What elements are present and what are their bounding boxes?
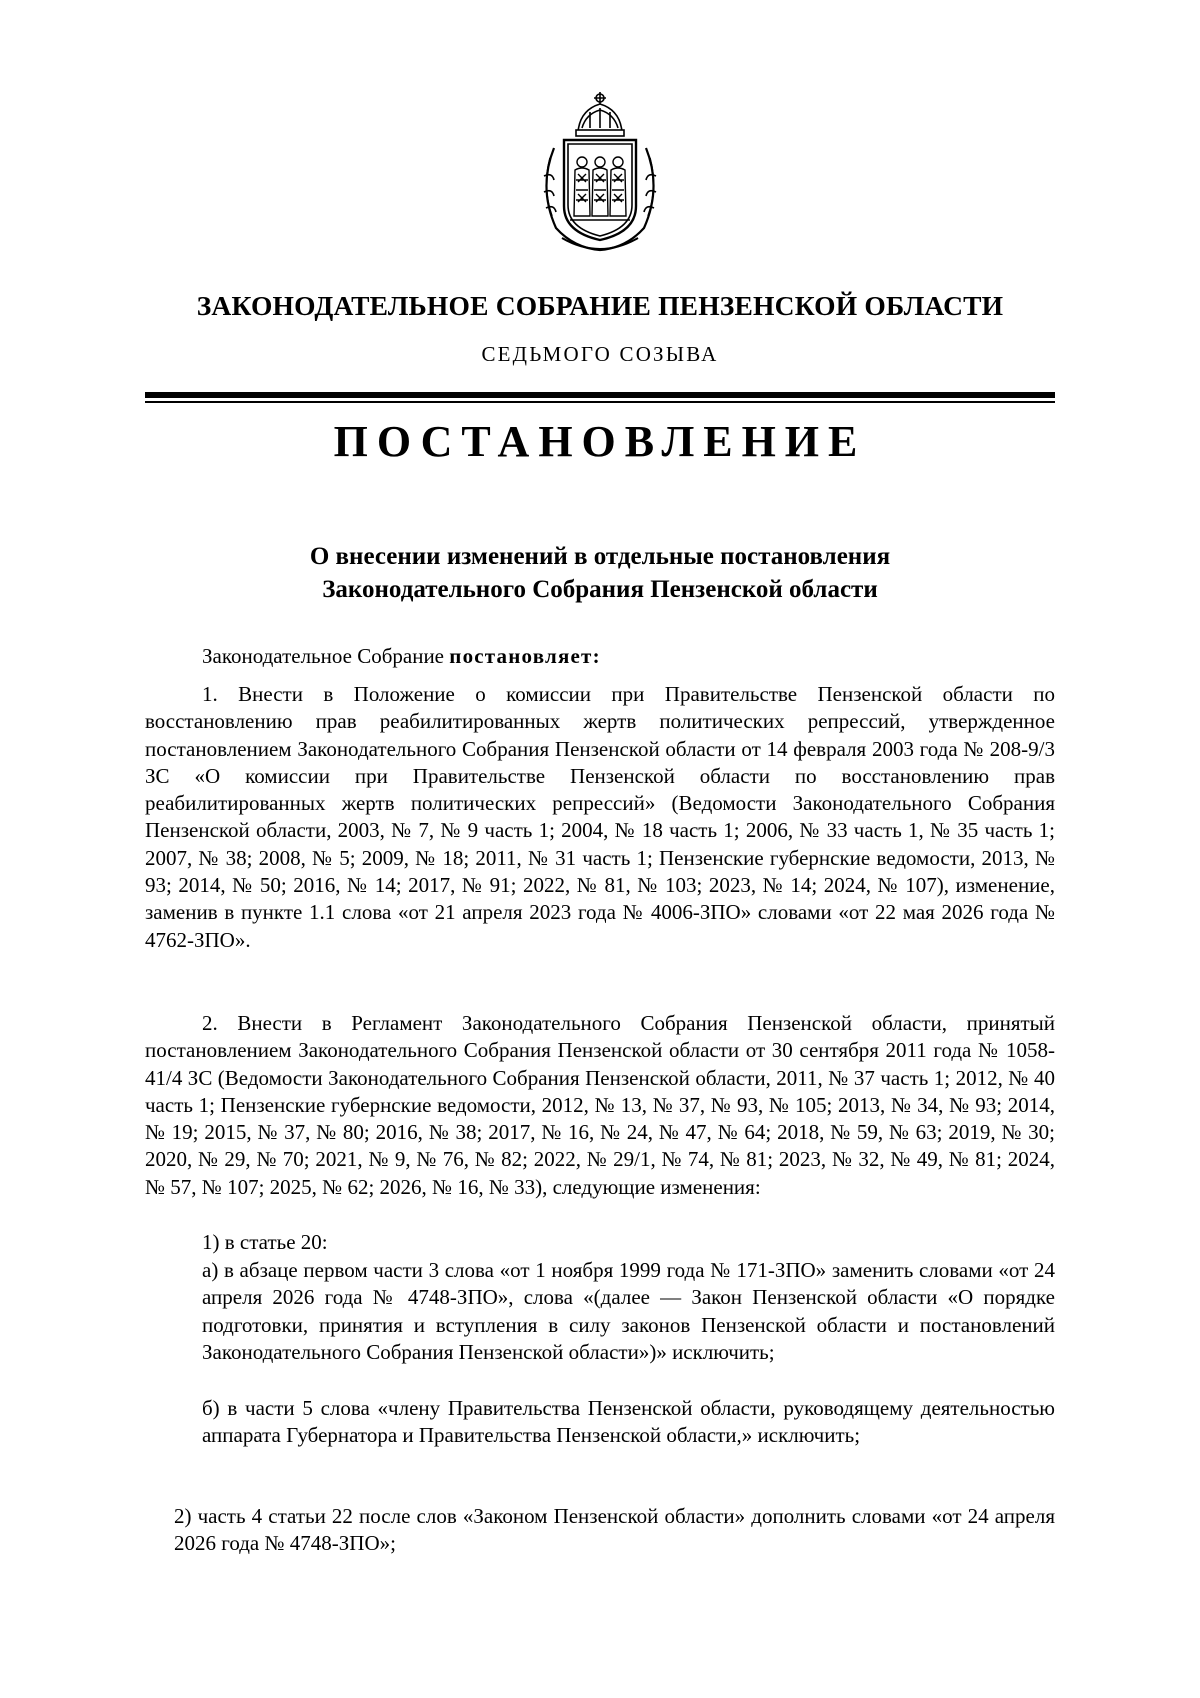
list-item-2 [174, 1503, 1055, 1558]
organization-name: ЗАКОНОДАТЕЛЬНОЕ СОБРАНИЕ ПЕНЗЕНСКОЙ ОБЛАСТИ [196, 290, 1004, 321]
coat-of-arms-emblem [534, 88, 666, 256]
list-item-1a-text: а) в абзаце первом части 3 слова «от 1 ноября 1999 года № 171-ЗПО» заменить словами «от 24 апреля 2026 года № 4748-ЗПО», слова «(далее — Закон Пензенской области «О порядке подготовки, принятия и вступления в силу законов Пензенской области и постановлений Законодательного Собрания Пензенской области»)» исключить; [202, 1258, 1055, 1364]
paragraph-1: 1. Внести в Положение о комиссии при Правительстве Пензенской области по восстановлению прав реабилитированных жертв политических репрессий, утвержденное постановлением Законодательного Собрания Пензенской области от 14 февраля 2003 года № 208-9/3 ЗС «О комиссии при Правительстве Пензенской области по восстановлению прав реабилитированных жертв политических репрессий» (Ведомости Законодательного Собрания Пензенской области, 2003, № 7, № 9 часть 1; 2004, № 18 часть 1; 2006, № 33 часть 1, № 35 часть 1; 2007, № 38; 2008, № 5; 2009, № 18; 2011, № 31 часть 1; Пензенские губернские ведомости, 2013, № 93; 2014, № 50; 2016, № 14; 2017, № 91; 2022, № 81, № 103; 2023, № 14; 2024, № 107), изменение, заменив в пункте 1.1 слова «от 21 апреля 2023 года № 4006-ЗПО» словами «от 22 мая 2026 года № 4762-ЗПО». [145, 682, 1055, 952]
list-item-1a [202, 1257, 1055, 1366]
paragraph-2: 2. Внести в Регламент Законодательного Собрания Пензенской области, принятый постановлением Законодательного Собрания Пензенской области от 30 сентября 2011 года № 1058-41/4 ЗС (Ведомости Законодательного Собрания Пензенской области, 2011, № 37 часть 1; 2012, № 40 часть 1; Пензенские губернские ведомости, 2012, № 13, № 37, № 93, № 105; 2013, № 34, № 93; 2014, № 19; 2015, № 37, № 80; 2016, № 38; 2017, № 16, № 24, № 47, № 64; 2018, № 59, № 63; 2019, № 30; 2020, № 29, № 70; 2021, № 9, № 76, № 82; 2022, № 29/1, № 74, № 81; 2023, № 32, № 49, № 81; 2024, № 57, № 107; 2025, № 62; 2026, № 16, № 33), следующие изменения: [145, 1011, 1055, 1199]
document-title-line-2: Законодательного Собрания Пензенской области [322, 576, 878, 603]
header-rule-thick [145, 392, 1055, 398]
list-item-1: 1) в статье 20: [202, 1230, 328, 1254]
enacting-clause-verb: постановляет: [449, 644, 601, 668]
list-item-2-text: 2) часть 4 статьи 22 после слов «Законом Пензенской области» дополнить словами «от 24 апреля 2026 года № 4748-ЗПО»; [174, 1504, 1055, 1556]
document-type-heading: ПОСТАНОВЛЕНИЕ [333, 417, 867, 466]
enacting-clause [202, 643, 601, 670]
document-title [145, 540, 1055, 606]
header-rule-thin [145, 401, 1055, 403]
document-title-line-1: О внесении изменений в отдельные постановления [309, 543, 891, 570]
list-item-1b [202, 1395, 1055, 1450]
convocation-label: СЕДЬМОГО СОЗЫВА [481, 342, 719, 366]
list-item-1b-text: б) в части 5 слова «члену Правительства Пензенской области, руководящему деятельностью аппарата Губернатора и Правительства Пензенской области,» исключить; [202, 1396, 1055, 1448]
enacting-clause-text: Законодательное Собрание [202, 644, 450, 668]
